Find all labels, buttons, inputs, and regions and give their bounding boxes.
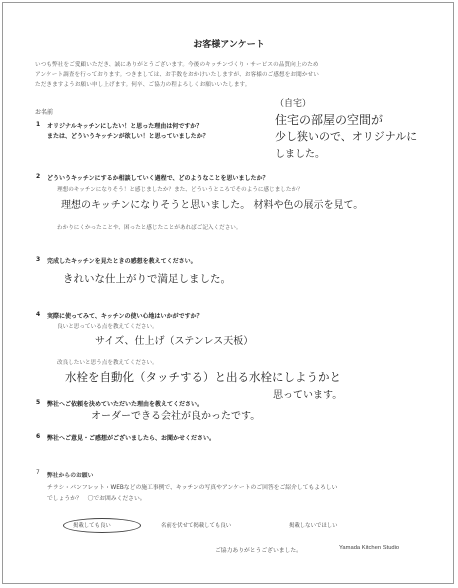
question-6	[36, 433, 216, 442]
question-number: 4	[36, 311, 41, 318]
answer-1-line-2: 少し狭いので、オリジナルに	[275, 130, 418, 143]
question-number: 5	[36, 399, 41, 406]
question-1	[36, 121, 203, 130]
question-number: 1	[36, 121, 41, 128]
final-line-1: チラシ・パンフレット・WEBなどの施工事例で、キッチンの写真やアンケートのご回答をご紹介してもよろしい	[47, 485, 338, 491]
question-4-sub2: 改良したいと思う点を教えてください。	[57, 360, 158, 366]
question-2	[36, 173, 269, 182]
thanks-text: ご協力ありがとうございました。	[215, 548, 302, 554]
question-text: 完成したキッチンを見たときの感想を教えてください。	[47, 258, 197, 265]
answer-3: きれいな仕上がりで満足しました。	[63, 273, 231, 285]
question-4-sub: 良いと思っている点を教えてください。	[57, 324, 158, 330]
answer-2: 理想のキッチンになりそうと思いました。 材料や色の展示を見て。	[61, 200, 364, 211]
question-text: 弊社へご意見・ご感想がございましたら、お聞かせください。	[47, 435, 216, 442]
answer-4-good: サイズ、仕上げ（ステンレス天板）	[95, 336, 254, 347]
question-text: 弊社へご依頼を決めていただいた理由を教えてください。	[47, 401, 204, 408]
final-heading: 弊社からのお願い	[47, 473, 94, 479]
question-text: 実際に使ってみて、キッチンの使い心地はいかがですか？	[47, 313, 203, 320]
question-number: 2	[36, 173, 41, 180]
question-text: オリジナルキッチンにしたい！と思った理由は何ですか？	[47, 123, 203, 130]
question-2-sub2: わかりにくかったことや、困ったと感じたことがあればご記入ください。	[57, 225, 242, 231]
question-2-sub: 理想のキッチンになりそう！と感じましたか？また、どういうところでそのように感じましたか？	[57, 187, 303, 193]
question-4	[36, 311, 203, 320]
answer-5: オーダーできる会社が良かったです。	[91, 411, 261, 422]
survey-sheet	[2, 2, 454, 584]
intro-line-3: ただきますようお願い申し上げます。何卒、ご協力の程よろしくお願いいたします。	[35, 82, 251, 88]
answer-1-line-1: 住宅の部屋の空間が	[275, 113, 384, 127]
option-publish-ok[interactable]: 掲載しても良い	[73, 523, 111, 529]
question-text: どういうキッチンにするか相談していく過程で、どのようなことを思いましたか？	[47, 175, 269, 182]
name-label: お名前	[35, 109, 54, 116]
option-publish-anonymous[interactable]: 名前を伏せて掲載しても良い	[161, 523, 232, 529]
option-do-not-publish[interactable]: 掲載しないでほしい	[289, 523, 338, 529]
question-3	[36, 256, 197, 265]
final-line-2: でしょうか？ 〇でお囲みください。	[47, 496, 146, 502]
survey-title: お客様アンケート	[193, 40, 265, 50]
intro-line-1: いつも弊社をご愛顧いただき、誠にありがとうございます。今後のキッチンづくり・サービスの品質向上のため	[35, 62, 319, 68]
company-name: Yamada Kitchen Studio	[339, 545, 400, 551]
answer-4-improve-line-1: 水栓を自動化（タッチする）と出る水栓にしようかと	[65, 370, 341, 384]
answer-1-line-3: しました。	[275, 149, 325, 160]
question-1-line-2: または、どういうキッチンが欲しい！と思っていましたか？	[47, 133, 209, 140]
answer-1-note: （自宅）	[275, 99, 312, 109]
answer-4-improve-line-2: 思っています。	[273, 390, 343, 401]
question-number: 3	[36, 256, 41, 263]
question-number: 6	[36, 433, 41, 440]
intro-line-2: アンケート調査を行っております。つきましては、お手数をおかけいたしますが、お客様のご感想をお聞かせい	[35, 72, 319, 78]
final-number: 7	[36, 470, 40, 476]
